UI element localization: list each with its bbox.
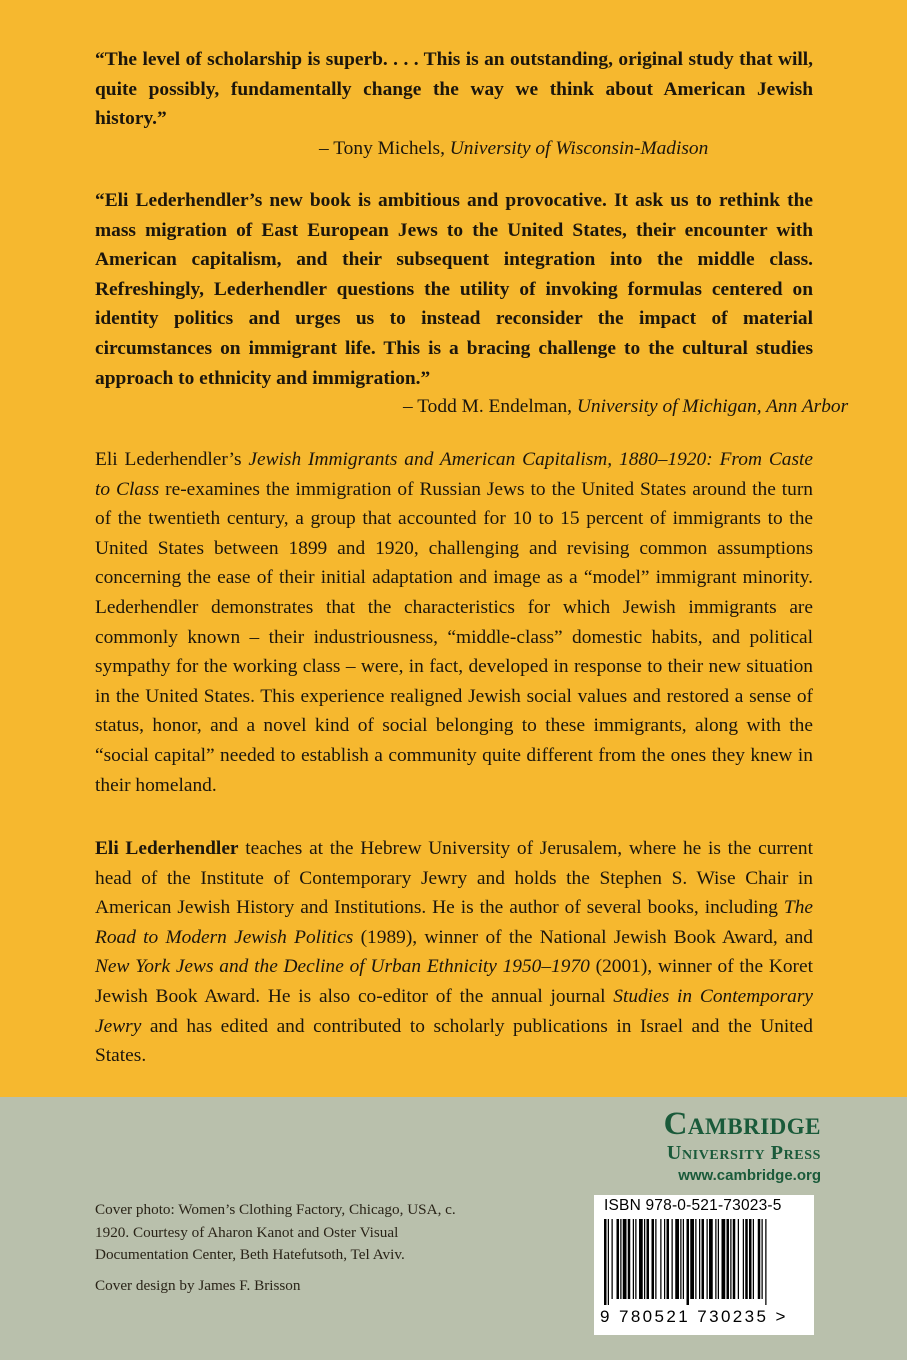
barcode-bar bbox=[702, 1219, 705, 1299]
bio-book-1: The Road to Modern Jewish Politics bbox=[95, 897, 813, 948]
quote-2-attribution bbox=[403, 392, 848, 422]
barcode-bar bbox=[680, 1219, 681, 1299]
barcode-bar bbox=[715, 1219, 716, 1299]
barcode-bar bbox=[644, 1219, 645, 1299]
book-description bbox=[95, 445, 813, 800]
quote-2-author: – Todd M. Endelman, bbox=[403, 396, 573, 417]
barcode-bars bbox=[600, 1219, 808, 1305]
barcode-bar bbox=[745, 1219, 748, 1299]
cover-credits bbox=[95, 1199, 485, 1297]
barcode-bar bbox=[660, 1219, 661, 1299]
barcode-bar bbox=[617, 1219, 620, 1299]
barcode-bar bbox=[743, 1219, 744, 1299]
barcode-bar bbox=[604, 1219, 607, 1305]
barcode-bar bbox=[635, 1219, 636, 1299]
bio-book-2: New York Jews and the Decline of Urban Ethnicity 1950–1970 bbox=[95, 956, 590, 978]
barcode-bar bbox=[765, 1219, 766, 1305]
barcode-bar bbox=[730, 1219, 731, 1299]
barcode-bar bbox=[664, 1219, 665, 1299]
bio-author-name: Eli Lederhendler bbox=[95, 838, 239, 859]
barcode-bar bbox=[683, 1219, 684, 1299]
barcode-digits: 9 780521 730235 > bbox=[600, 1307, 788, 1326]
publisher-url[interactable]: www.cambridge.org bbox=[678, 1167, 821, 1184]
bio-text-4: and has edited and contributed to scholarly publications in Israel and the United States. bbox=[95, 1015, 813, 1067]
bio-text-2: (1989), winner of the National Jewish Book Award, and bbox=[360, 926, 814, 948]
review-quote-2: “Eli Lederhendler’s new book is ambitious and provocative. It ask us to rethink the mass migration of East European Jews to the United States, their encounter with American capitalism, and their subsequent integration into the middle class. Refreshingly, Lederhendler questions the utility of invoking formulas centered on identity politics and urges us to instead reconsider the impact of material circumstances on immigrant life. This is a bracing challenge to the cultural studies approach to ethnicity and immigration.” bbox=[95, 190, 813, 389]
barcode-bar bbox=[628, 1219, 631, 1299]
barcode-bar bbox=[639, 1219, 643, 1299]
isbn-barcode bbox=[594, 1195, 814, 1335]
review-quote-1: “The level of scholarship is superb. . . . This is an outstanding, original study that will, quite possibly, fundamentally change the way we think about American Jewish history.” bbox=[95, 49, 813, 130]
description-lead: Eli Lederhendler’s bbox=[95, 449, 242, 470]
barcode-bar bbox=[647, 1219, 650, 1299]
barcode-bar bbox=[699, 1219, 700, 1299]
barcode-bar bbox=[687, 1219, 690, 1305]
barcode-bar bbox=[738, 1219, 739, 1299]
cover-photo-credit: Cover photo: Women’s Clothing Factory, Chicago, USA, c. 1920. Courtesy of Aharon Kanot and Oster Visual Documentation Center, Beth Hatefutsoth, Tel Aviv. bbox=[95, 1201, 456, 1264]
barcode-bar bbox=[675, 1219, 679, 1299]
quote-1-affiliation: University of Wisconsin-Madison bbox=[449, 138, 709, 159]
quote-1-author: – Tony Michels, bbox=[319, 138, 445, 159]
barcode-bar bbox=[753, 1219, 754, 1299]
quote-2-affiliation: University of Michigan, Ann Arbor bbox=[576, 396, 849, 417]
barcode-bar bbox=[612, 1219, 613, 1299]
barcode-bar bbox=[672, 1219, 673, 1299]
quote-1-attribution bbox=[319, 134, 708, 164]
bio-text-3: (2001), winner of the Koret Jewish Book Award. He is also co-editor of the annual journal bbox=[95, 956, 814, 1007]
barcode-bar bbox=[652, 1219, 655, 1299]
barcode-bar bbox=[623, 1219, 627, 1299]
bio-journal: Studies in Contemporary Jewry bbox=[95, 985, 813, 1037]
publisher-logo bbox=[664, 1107, 821, 1187]
barcode-bar bbox=[608, 1219, 609, 1305]
barcode-bar bbox=[749, 1219, 752, 1299]
description-body: re-examines the immigration of Russian Jews to the United States around the turn of the twentieth century, a group that accounted for 10 to 15 percent of immigrants to the United States between 1899 and 1920, challenging and revising common assumptions concerning the ease of their initial adaptation and image as a “model” immigrant minority. Lederhendler demonstrates that the characteristics for which Jewish immigrants are commonly known – their industriousness, “middle-class” domestic habits, and political sympathy for the working class – were, in fact, developed in response to their new situation in the United States. This experience realigned Jewish social values and restored a sense of status, honor, and a novel kind of social belonging to these immigrants, along with the “social capital” needed to establish a community quite different from the ones they knew in their homeland. bbox=[95, 478, 814, 796]
barcode-bar bbox=[727, 1219, 730, 1299]
publisher-subtitle: University Press bbox=[666, 1142, 821, 1164]
bio-text-1: teaches at the Hebrew University of Jerusalem, where he is the current head of the Institute of Contemporary Jewry and holds the Stephen S. Wise Chair in American Jewish History and Institutions. He is the author of several books, including bbox=[95, 838, 814, 919]
description-book-title: Jewish Immigrants and American Capitalism, 1880–1920: From Caste to Class bbox=[95, 449, 813, 500]
cover-design-credit: Cover design by James F. Brisson bbox=[95, 1276, 301, 1294]
barcode-bar bbox=[667, 1219, 670, 1299]
barcode-bar bbox=[762, 1219, 763, 1299]
barcode-bar bbox=[655, 1219, 656, 1299]
publisher-name: Cambridge bbox=[663, 1106, 821, 1142]
isbn-label: ISBN 978-0-521-73023-5 bbox=[604, 1197, 782, 1214]
barcode-bar bbox=[690, 1219, 694, 1299]
barcode-bar bbox=[707, 1219, 708, 1299]
barcode-bar bbox=[718, 1219, 719, 1299]
author-bio bbox=[95, 834, 813, 1071]
barcode-bar bbox=[709, 1219, 713, 1299]
barcode-bar bbox=[722, 1219, 726, 1299]
barcode-bar bbox=[758, 1219, 761, 1299]
barcode-bar bbox=[733, 1219, 736, 1299]
barcode-bar bbox=[695, 1219, 696, 1299]
barcode-bar bbox=[633, 1219, 634, 1299]
barcode-bar bbox=[620, 1219, 621, 1299]
